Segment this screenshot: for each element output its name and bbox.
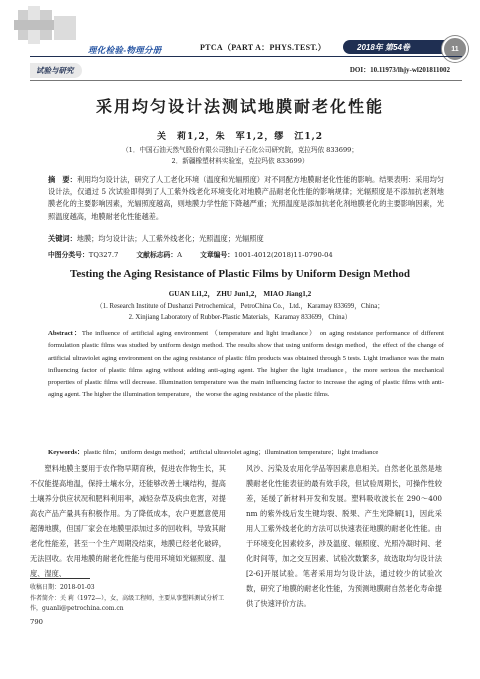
keywords-cn-text: 地膜；均匀设计法；人工紫外线老化；光照温度；光辐照度 <box>76 234 264 243</box>
affiliation-en-1: （1. Research Institute of Dushanzi Petrochemical，PetroChina Co.，Ltd.，Karamay 833699，China； <box>95 303 385 310</box>
header-rule <box>30 56 462 57</box>
abstract-cn-label: 摘 要： <box>48 175 77 184</box>
footnote-author: 作者简介：关 莉（1972—），女，高级工程师，主要从事塑料测试分析工作，guanli@petrochina.com.cn <box>30 594 225 612</box>
paper-title-cn: 采用均匀设计法测试地膜耐老化性能 <box>95 97 384 116</box>
footnote-rule <box>30 578 90 579</box>
affiliations-en <box>0 301 480 323</box>
article-number: 文章编号：1001-4012(2018)11-0790-04 <box>200 251 333 259</box>
classification-number: 中图分类号：TQ327.7 <box>48 251 119 259</box>
issue-tab: 2018年 第54卷 <box>343 40 453 54</box>
issue-number-badge: 11 <box>442 36 468 62</box>
classification-row <box>48 249 444 259</box>
section-divider <box>30 80 462 81</box>
keywords-en <box>48 447 444 459</box>
affiliations-cn <box>0 145 480 167</box>
journal-series: 理化检验-物理分册 <box>88 45 162 55</box>
affiliation-cn-2: 2．新疆橡塑材料实验室，克拉玛依 833699） <box>171 157 309 165</box>
keywords-cn-label: 关键词： <box>48 234 77 243</box>
abstract-cn-text: 利用均匀设计法，研究了人工老化环境（温度和光辐照度）对不同配方地膜耐老化性能的影响。结果表明：采用均匀设计法，仅通过 5 次试验即得到了人工紫外线老化环境变化对地膜产品耐老化性能的影响规律；光辐照度是不添加抗老剂地膜老化的主要影响因素，光辐照度越高，则地膜力学性能下降越严重；光照温度是添加抗老化剂地膜老化的主要影响因素，光照温度越高，地膜耐老化性能越差。 <box>48 175 444 221</box>
footnote-received: 收稿日期：2018-01-03 <box>30 584 95 591</box>
page-number: 790 <box>30 618 43 626</box>
section-badge: 试验与研究 <box>30 63 82 78</box>
paper-title-en: Testing the Aging Resistance of Plastic Films by Uniform Design Method <box>70 268 410 280</box>
authors-cn: 关 莉1,2，朱 军1,2，缪 江1,2 <box>157 132 323 142</box>
abstract-cn <box>48 174 444 223</box>
abstract-en <box>48 328 444 402</box>
keywords-en-label: Keywords： <box>48 449 84 456</box>
journal-logo-icon <box>14 6 78 44</box>
doi: DOI：10.11973/lhjy-wl201811002 <box>349 66 450 74</box>
abstract-en-text: The influence of artificial aging environment （temperature and light irradiance） on aging resistance performance of different formulation plastic films was studied by uniform design method. The results show that using uniform design method，the effect of the change of artificial ultraviolet aging environment on the aging resistance of plastic film products was obtained through 5 tests. Light irradiance was the main influencing factor of plastic films aging without adding anti-aging agent. The higher the light irradiance，the more serious the mechanical properties of plastic films will decrease. Illumination temperature was the main influencing factor to increase the aging of plastic films with anti-aging agent. The higher the illumination temperature，the worse the aging resistance of the plastic films. <box>48 330 444 399</box>
authors-en: GUAN Li1,2， ZHU Jun1,2， MIAO Jiang1,2 <box>168 290 312 298</box>
journal-name: PTCA（PART A：PHYS.TEST.） <box>200 43 326 52</box>
keywords-cn <box>48 234 444 244</box>
affiliation-cn-1: （1．中国石油天然气股份有限公司独山子石化公司研究院，克拉玛依 833699； <box>122 146 358 154</box>
document-code: 文献标志码：A <box>136 251 183 259</box>
keywords-en-text: plastic film；uniform design method；artificial ultraviolet aging；illumination temperature；light irradiance <box>83 449 379 456</box>
affiliation-en-2: 2. Xinjiang Laboratory of Rubber-Plastic Materials，Karamay 833699，China） <box>128 314 352 321</box>
body-column-left: 塑料地膜主要用于农作物早期育秧，促进农作物生长，其不仅能提高地温，保持土壤水分，还能够改善土壤结构，提高土壤养分供应状况和肥料利用率，减轻杂草及病虫危害，对提高农产品产量具有积极作用。为了降低成本，农户更愿意使用超薄地膜，但国厂家会在地膜里添加过多的回收料，导致其耐老化性能差，甚至一个生产周期没结束，地膜已经老化破碎，无法回收。农用地膜的耐老化性能与使用环境如光辐照度、温度、湿度、 <box>30 464 226 578</box>
footnotes <box>30 583 226 615</box>
abstract-en-label: Abstract： <box>48 330 82 337</box>
body-column-right: 风沙、污染及农用化学品等因素息息相关。自然老化虽然是地膜耐老化性能表征的最有效手段，但试验周期长，可操作性较差，延缓了新材料开发和发展。塑料吸收波长在 290～400 nm 的紫外线后发生键均裂、脱果、产生光降解[1]，因此采用人工紫外线老化的方法可以快速表征地膜的耐老化性能。由于环境变化因素较多，涉及温度、辐照度、光照冷凝时间、老化时间等，加之交互因素、试验次数繁多，故选取均匀设计法[2-6]开展试验。笔者采用均匀设计法，通过较少的试验次数，研究了地膜的耐老化性能，为预测地膜耐自然老化寿命提供了快速评价方法。 <box>246 464 442 608</box>
